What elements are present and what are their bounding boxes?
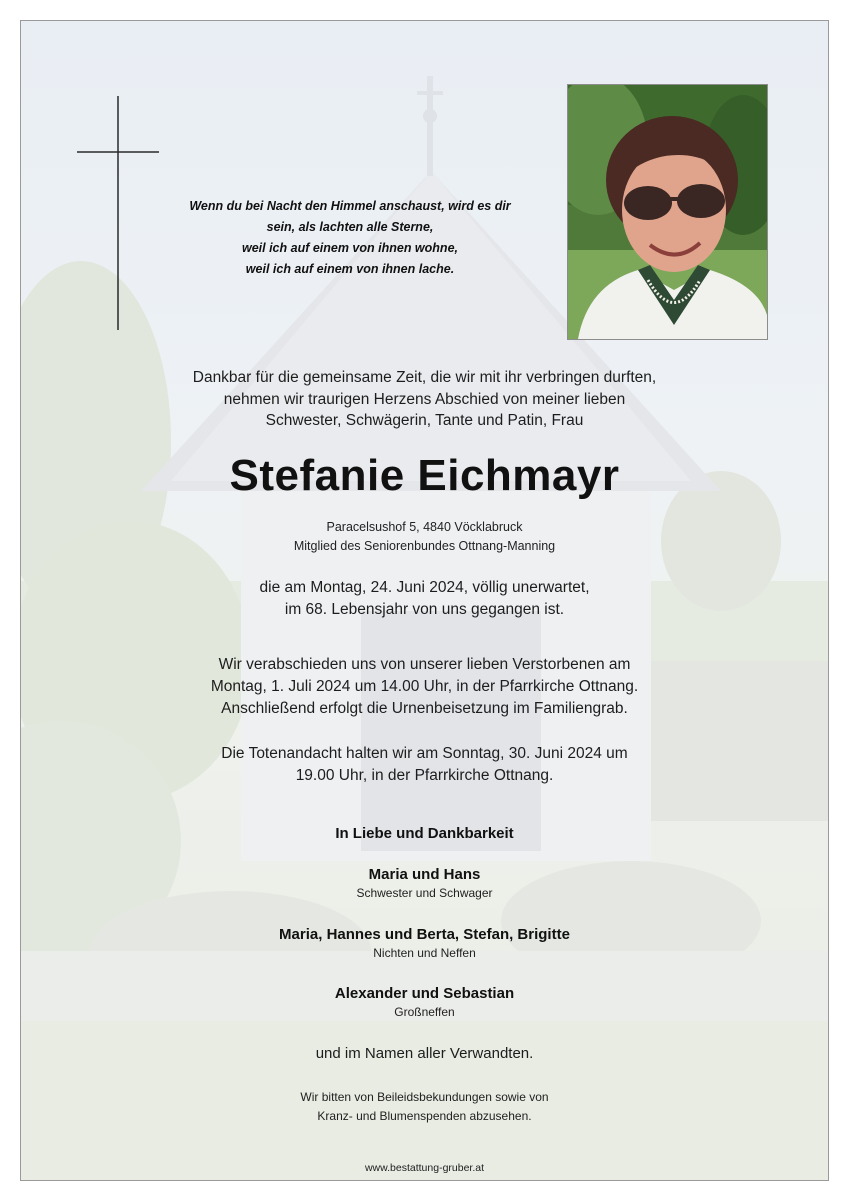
- quote-line: weil ich auf einem von ihnen wohne,: [241, 241, 458, 255]
- cross-icon: [77, 96, 159, 330]
- note-line: Wir bitten von Beileidsbekundungen sowie von: [300, 1090, 549, 1104]
- mourner-names: Alexander und Sebastian: [334, 985, 515, 1002]
- mourner-group: [0, 926, 849, 960]
- intro-text: [0, 367, 849, 432]
- death-line: die am Montag, 24. Juni 2024, völlig unerwartet,: [259, 579, 590, 596]
- intro-line: Dankbar für die gemeinsame Zeit, die wir mit ihr verbringen durften,: [192, 369, 657, 386]
- vigil-info: [0, 743, 849, 787]
- deceased-address: Paracelsushof 5, 4840 Vöcklabruck: [326, 520, 523, 534]
- portrait-photo: [567, 84, 768, 340]
- mourner-names: Maria, Hannes und Berta, Stefan, Brigitte: [279, 926, 570, 943]
- closing-line: und im Namen aller Verwandten.: [315, 1045, 534, 1062]
- mourner-group: [0, 985, 849, 1019]
- mourner-relation: Großneffen: [394, 1005, 455, 1019]
- funeral-line: Anschließend erfolgt die Urnenbeisetzung im Familiengrab.: [221, 700, 628, 717]
- funeral-line: Wir verabschieden uns von unserer lieben Verstorbenen am: [218, 656, 631, 673]
- deceased-details: [0, 518, 849, 556]
- funeral-info: [0, 654, 849, 720]
- mourner-relation: Nichten und Neffen: [373, 946, 476, 960]
- deceased-membership: Mitglied des Seniorenbundes Ottnang-Manning: [293, 539, 556, 553]
- donation-note: [0, 1088, 849, 1126]
- poem-quote: [160, 196, 540, 280]
- funeral-line: Montag, 1. Juli 2024 um 14.00 Uhr, in der Pfarrkirche Ottnang.: [210, 678, 639, 695]
- mourner-names: Maria und Hans: [368, 866, 481, 883]
- intro-line: Schwester, Schwägerin, Tante und Patin, Frau: [265, 412, 584, 429]
- death-notice: [0, 577, 849, 621]
- vigil-line: 19.00 Uhr, in der Pfarrkirche Ottnang.: [295, 767, 554, 784]
- intro-line: nehmen wir traurigen Herzens Abschied von meiner lieben: [223, 390, 626, 408]
- deceased-name: Stefanie Eichmayr: [229, 451, 620, 500]
- note-line: Kranz- und Blumenspenden abzusehen.: [317, 1109, 532, 1123]
- website-link[interactable]: www.bestattung-gruber.at: [364, 1162, 485, 1174]
- mourner-group: [0, 866, 849, 900]
- mourner-relation: Schwester und Schwager: [356, 886, 493, 900]
- quote-line: Wenn du bei Nacht den Himmel anschaust, wird es dir: [189, 199, 511, 213]
- quote-line: sein, als lachten alle Sterne,: [266, 220, 434, 234]
- vigil-line: Die Totenandacht halten wir am Sonntag, 30. Juni 2024 um: [221, 745, 628, 762]
- quote-line: weil ich auf einem von ihnen lache.: [245, 262, 455, 276]
- death-line: im 68. Lebensjahr von uns gegangen ist.: [284, 601, 565, 618]
- mourners-heading: In Liebe und Dankbarkeit: [335, 825, 514, 842]
